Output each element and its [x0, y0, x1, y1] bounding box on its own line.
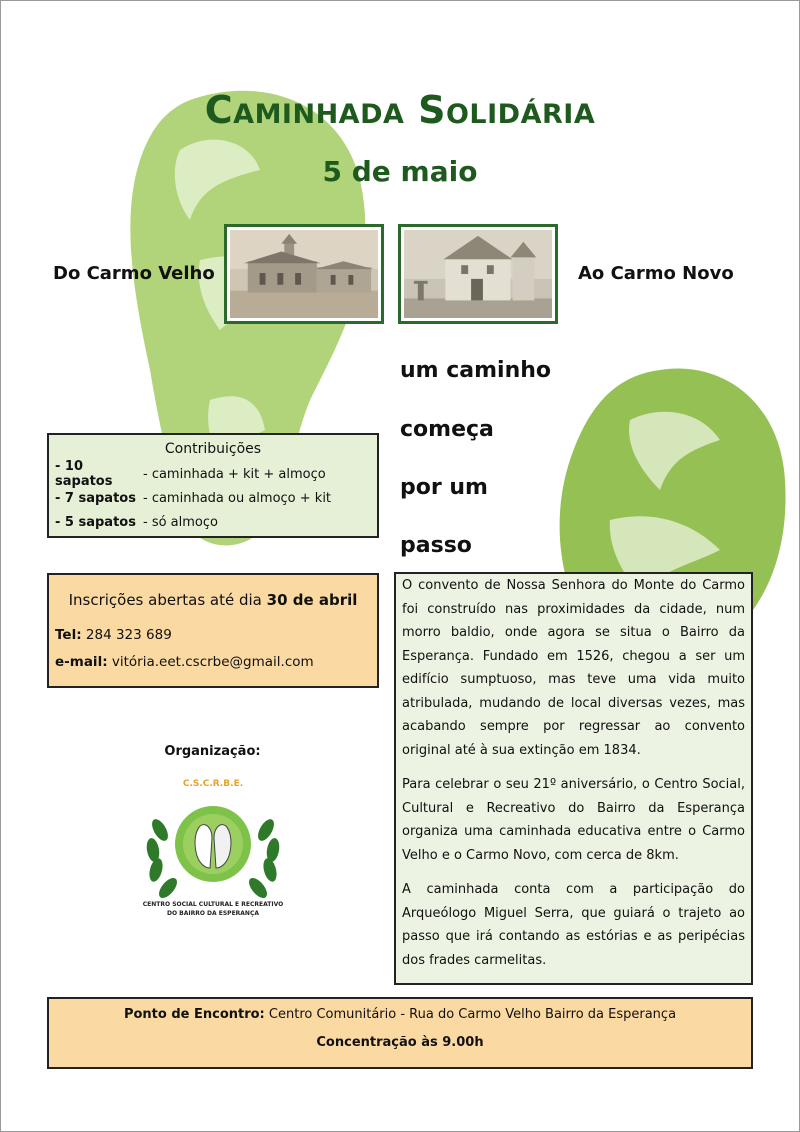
- organization-label: Organização:: [164, 744, 261, 759]
- description-paragraph: A caminhada conta com a participação do Arqueólogo Miguel Serra, que guiará o trajeto ao passo que irá contando as estórias e as peripécias dos frades carmelitas.: [402, 882, 745, 968]
- meeting-address: Centro Comunitário - Rua do Carmo Velho Bairro da Esperança: [268, 1007, 677, 1022]
- motto-line: por um: [400, 475, 488, 500]
- contributions-heading: Contribuições: [164, 441, 262, 457]
- meeting-place: [49, 1007, 751, 1022]
- contribution-count: - 7 sapatos: [55, 490, 136, 506]
- meeting-label: Ponto de Encontro:: [123, 1007, 265, 1022]
- email-label: e-mail:: [55, 654, 108, 670]
- contribution-description: - caminhada ou almoço + kit: [143, 490, 332, 506]
- registration-deadline: 30 de abril: [266, 591, 358, 609]
- registration-box: [47, 573, 379, 688]
- gathering-time: Concentração às 9.00h: [316, 1035, 484, 1050]
- contribution-count: - 5 sapatos: [55, 514, 136, 530]
- logo-acronym: C.S.C.R.B.E.: [182, 779, 244, 789]
- page-title: Caminhada Solidária: [204, 88, 596, 132]
- phone-line: [55, 627, 371, 643]
- motto-line: começa: [400, 417, 494, 442]
- description-paragraph: Para celebrar o seu 21º aniversário, o Centro Social, Cultural e Recreativo do Bairro da Esperança organiza uma caminhada educativa entre o Carmo Velho e o Carmo Novo, com cerca de 8km.: [402, 777, 745, 863]
- description-box: [394, 572, 753, 985]
- laurel-wreath-logo: [138, 772, 288, 922]
- route-from-label: Do Carmo Velho: [53, 263, 215, 284]
- contribution-description: - caminhada + kit + almoço: [143, 466, 326, 482]
- description-paragraph: O convento de Nossa Senhora do Monte do Carmo foi construído nas proximidades da cidade, num morro baldio, onde agora se situa o Bairro da Esperança. Fundado em 1526, chegou a ser um edifício sumptuoso, mas teve uma vida muito atribulada, mudando de local diversas vezes, mas acabando sempre por regressar ao convento original até à sua extinção em 1834.: [402, 578, 745, 758]
- motto-line: passo: [400, 533, 472, 558]
- new-convent-photo: [398, 224, 558, 324]
- contribution-count: - 10 sapatos: [55, 459, 113, 489]
- list-item: [55, 510, 371, 534]
- old-convent-photo: [224, 224, 384, 324]
- list-item: [55, 459, 371, 489]
- phone-number: 284 323 689: [85, 627, 172, 643]
- email-line: [55, 654, 371, 670]
- contribution-description: - só almoço: [143, 514, 218, 530]
- contributions-box: [47, 433, 379, 538]
- route-to-label: Ao Carmo Novo: [578, 263, 734, 284]
- event-date: 5 de maio: [322, 155, 478, 188]
- email-address[interactable]: vitória.eet.cscrbe@gmail.com: [111, 654, 314, 670]
- motto-line: um caminho: [400, 358, 552, 383]
- meeting-box: [47, 997, 753, 1069]
- list-item: [55, 486, 371, 510]
- registration-text: Inscrições abertas até dia: [68, 591, 262, 609]
- registration-headline: [55, 591, 371, 609]
- logo-name-line1: CENTRO SOCIAL CULTURAL E RECREATIVO: [142, 901, 284, 908]
- logo-name-line2: DO BAIRRO DA ESPERANÇA: [166, 910, 260, 917]
- phone-label: Tel:: [55, 627, 82, 643]
